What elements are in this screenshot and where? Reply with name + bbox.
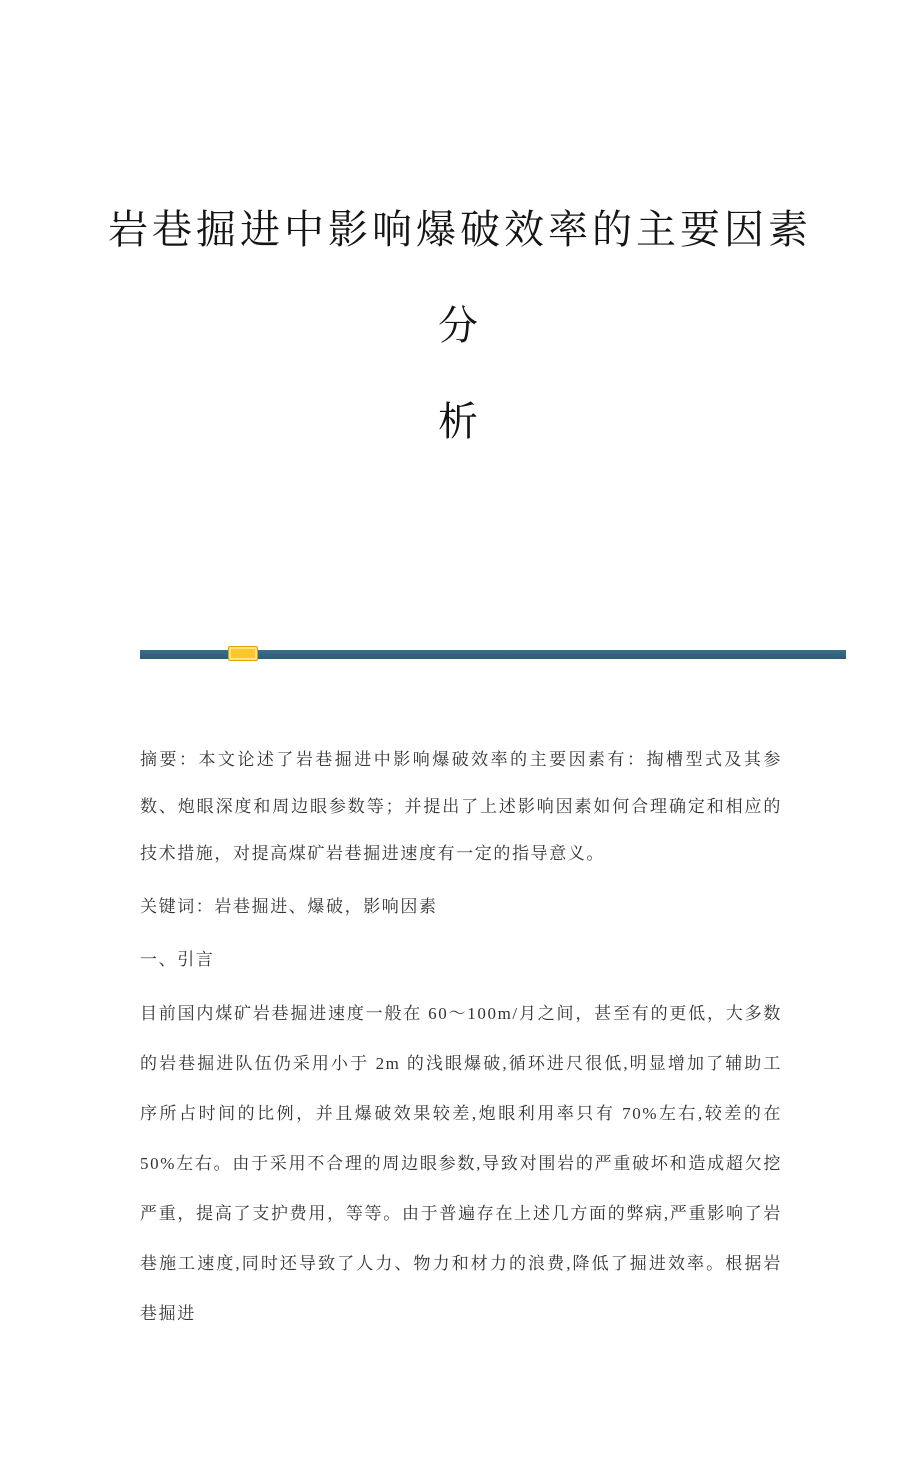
document-body <box>140 736 782 1339</box>
section-heading-introduction: 一、引言 <box>140 950 215 969</box>
document-page <box>0 182 920 1484</box>
document-title <box>100 182 820 470</box>
keywords-line: 关键词：岩巷掘进、爆破，影响因素 <box>140 897 438 916</box>
document-title-line-2: 析 <box>438 399 482 444</box>
title-divider-bar <box>140 650 846 659</box>
document-title-line-1: 岩巷掘进中影响爆破效率的主要因素分 <box>108 207 812 348</box>
body-paragraph: 目前国内煤矿岩巷掘进速度一般在 60～100m/月之间，甚至有的更低，大多数的岩巷掘进队伍仍采用小于 2m 的浅眼爆破,循环进尺很低,明显增加了辅助工序所占时间的比例，并且爆破效果较差,炮眼利用率只有 70%左右,较差的在 50%左右。由于采用不合理的周边眼参数,导致对围岩的严重破坏和造成超欠挖严重，提高了支护费用，等等。由于普遍存在上述几方面的弊病,严重影响了岩巷施工速度,同时还导致了人力、物力和材力的浪费,降低了掘进效率。根据岩巷掘进 <box>140 1004 782 1323</box>
divider-accent-icon <box>228 646 258 661</box>
abstract-paragraph: 摘要：本文论述了岩巷掘进中影响爆破效率的主要因素有：掏槽型式及其参数、炮眼深度和周边眼参数等；并提出了上述影响因素如何合理确定和相应的技术措施，对提高煤矿岩巷掘进速度有一定的指导意义。 <box>140 750 782 863</box>
